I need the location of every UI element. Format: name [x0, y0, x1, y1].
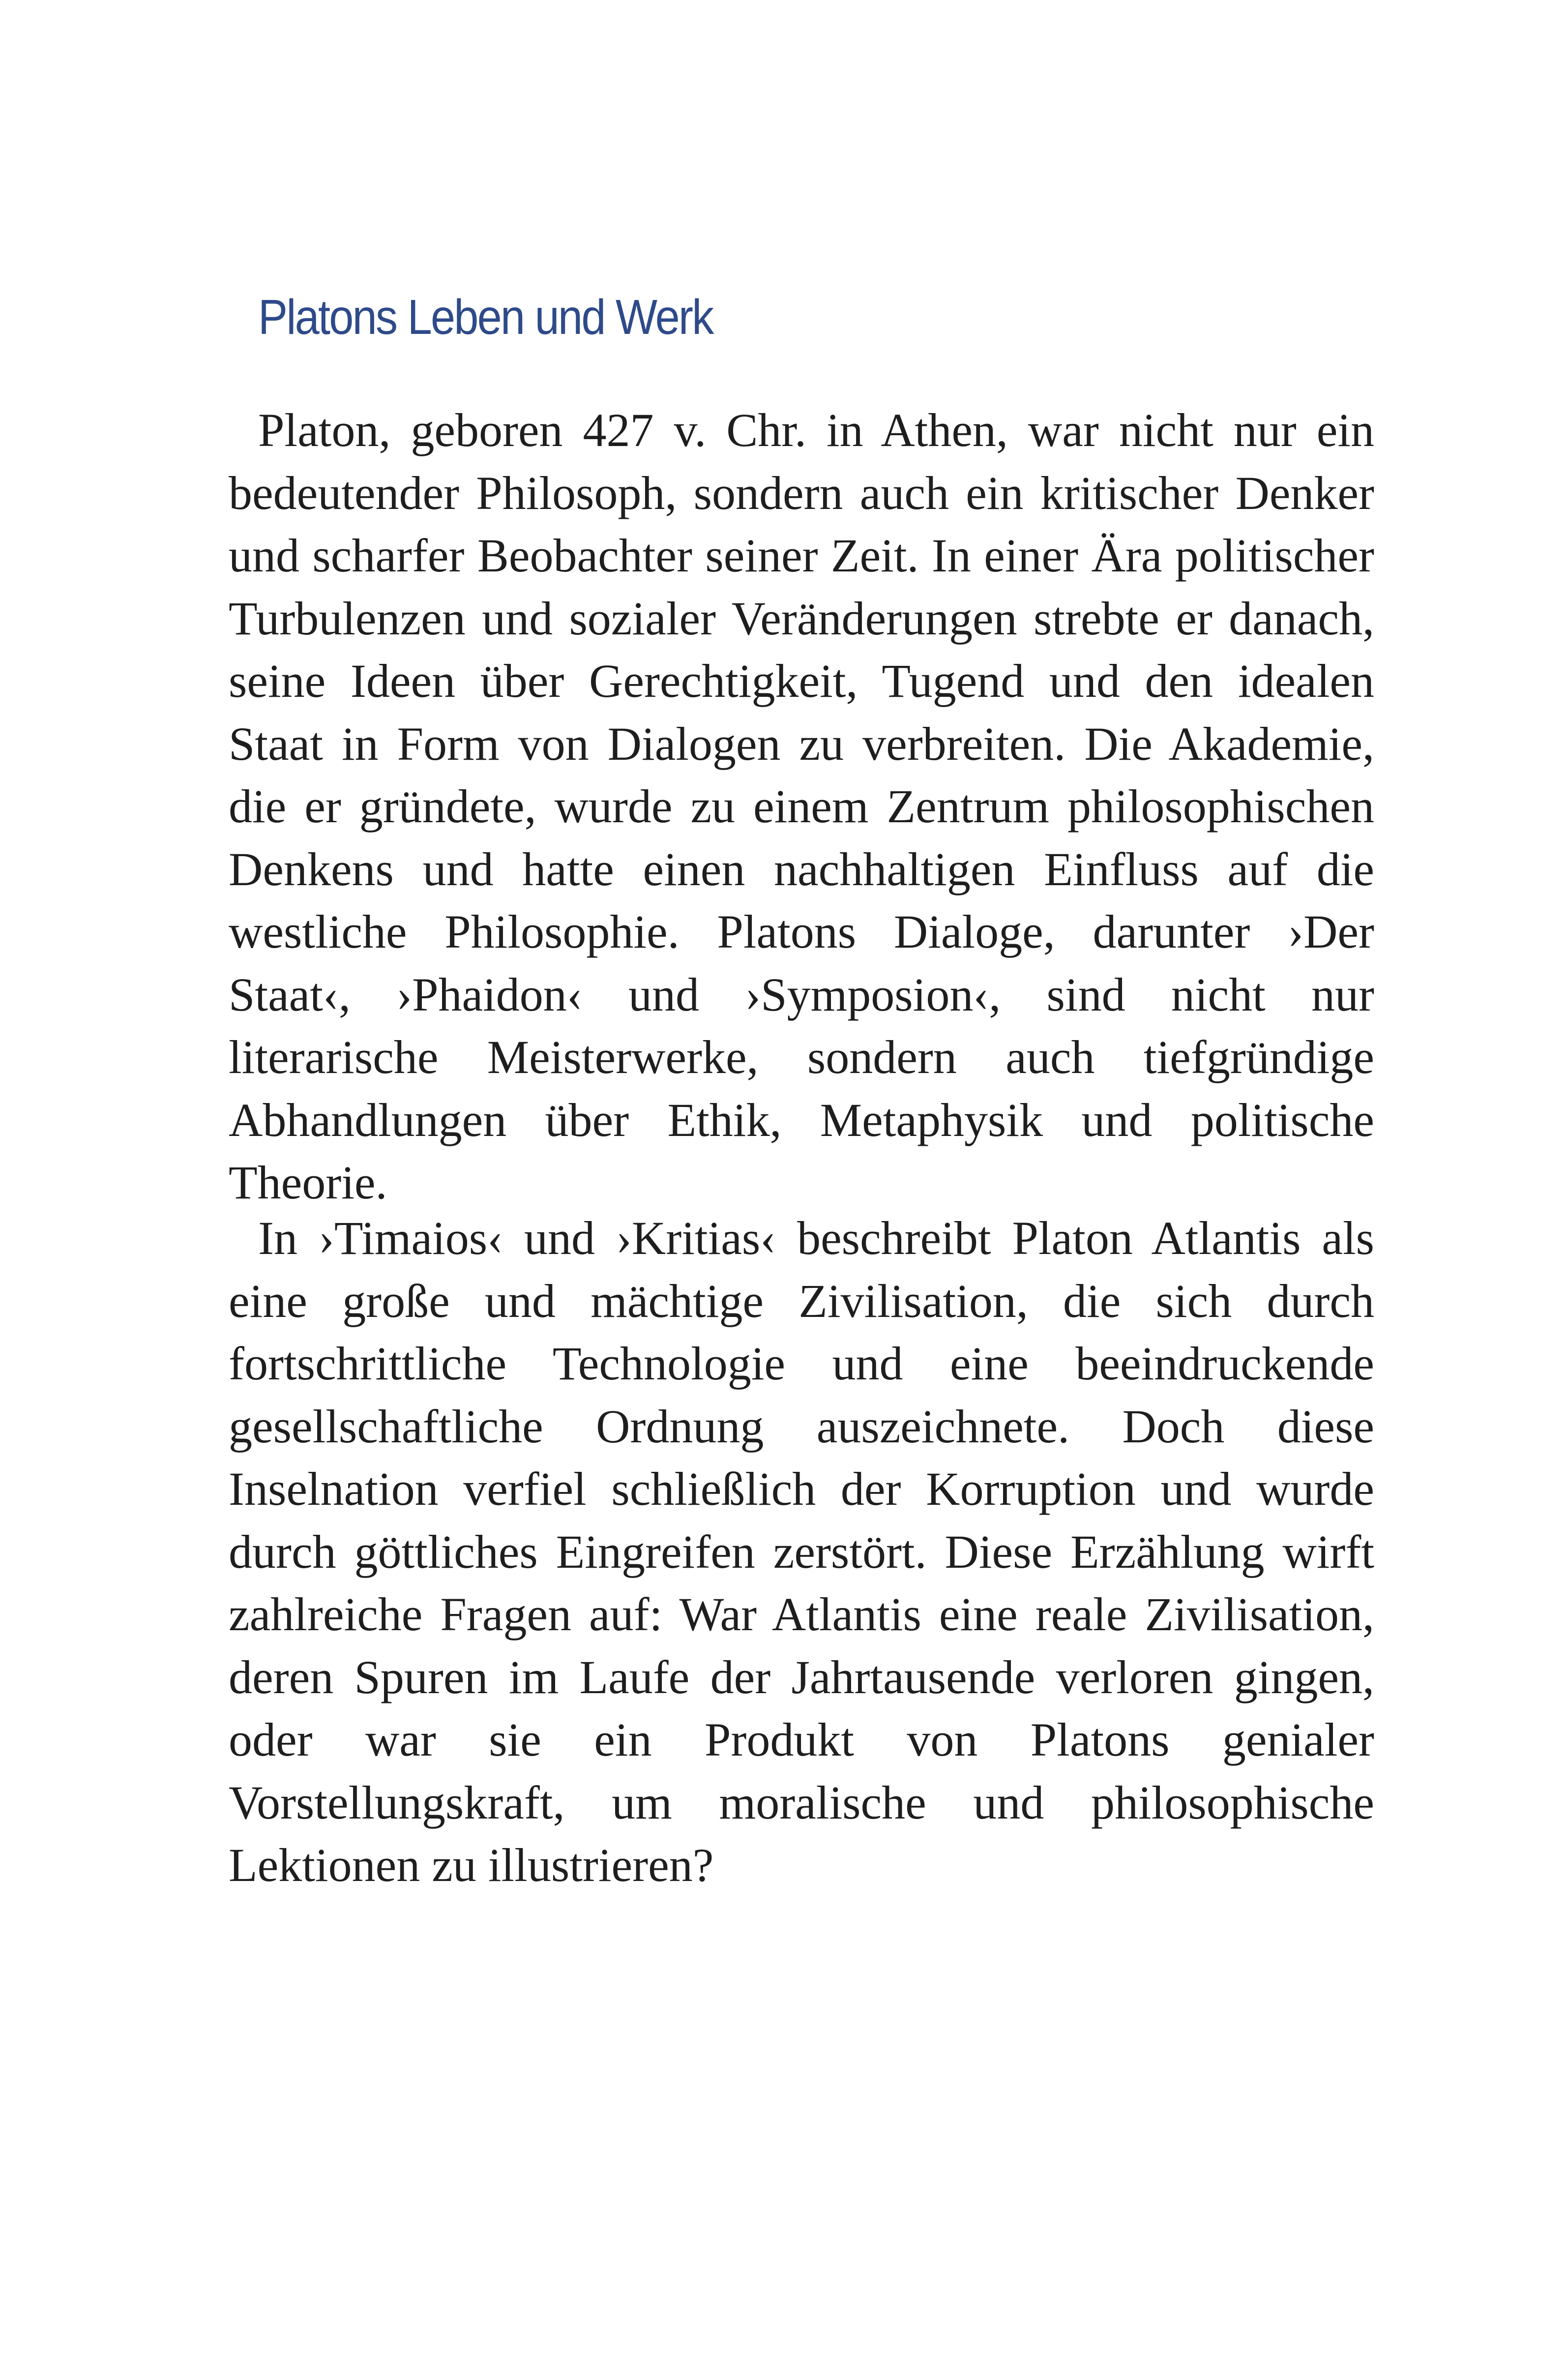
body-paragraph-1: Platon, geboren 427 v. Chr. in Athen, war nicht nur ein bedeutender Philosoph, sondern auch ein kritischer Denker und scharfer Beobachter seiner Zeit. In einer Ära politischer Turbulenzen und sozialer Veränderungen strebte er danach, seine Ideen über Gerechtigkeit, Tugend und den idealen Staat in Form von Dialogen zu verbreiten. Die Akademie, die er gründete, wurde zu einem Zentrum philosophischen Denkens und hatte einen nachhaltigen Einfluss auf die westliche Philosophie. Platons Dialoge, darunter ›Der Staat‹, ›Phaidon‹ und ›Symposion‹, sind nicht nur literarische Meisterwerke, sondern auch tiefgründige Abhandlungen über Ethik, Metaphysik und politische Theorie.	[229, 404, 1374, 1209]
body-paragraph-2: In ›Timaios‹ und ›Kritias‹ beschreibt Platon Atlantis als eine große und mächtige Zivilisation, die sich durch fortschrittliche Technologie und eine beeindruckende gesellschaftliche Ordnung auszeichnete. Doch diese Inselnation verfiel schließlich der Korruption und wurde durch göttliches Eingreifen zerstört. Diese Erzählung wirft zahlreiche Fragen auf: War Atlantis eine reale Zivilisation, deren Spuren im Laufe der Jahrtausende verloren gingen, oder war sie ein Produkt von Platons genialer Vorstellungskraft, um moralische und philosophische Lektionen zu illustrieren?	[229, 1212, 1374, 1891]
section-heading: Platons Leben und Werk	[258, 290, 713, 345]
